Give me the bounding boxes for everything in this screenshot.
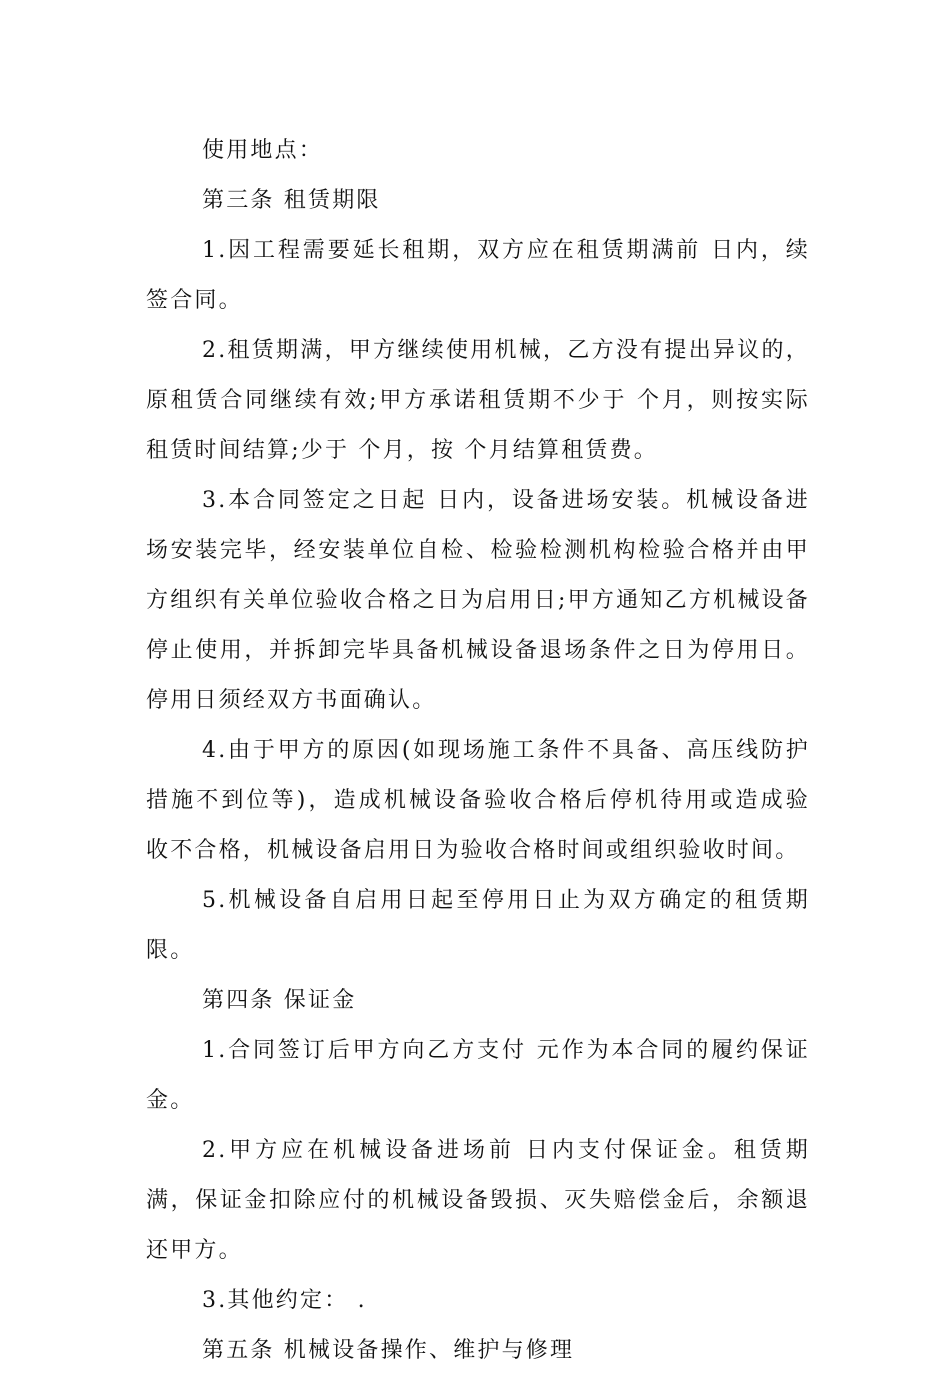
article-3-heading: 第三条 租赁期限 <box>202 188 381 213</box>
article-3-clause-1: 1.因工程需要延长租期，双方应在租赁期满前 日内，续签合同。 <box>146 238 810 313</box>
article-3-clause-5: 5.机械设备自启用日起至停用日止为双方确定的租赁期限。 <box>146 888 810 963</box>
article-3-clause-3: 3.本合同签定之日起 日内，设备进场安装。机械设备进场安装完毕，经安装单位自检、检验检测机构检验合格并由甲方组织有关单位验收合格之日为启用日;甲方通知乙方机械设备停止使用，并拆卸完毕具备机械设备退场条件之日为停用日。停用日须经双方书面确认。 <box>146 488 810 713</box>
article-3-clause-4: 4.由于甲方的原因(如现场施工条件不具备、高压线防护措施不到位等)，造成机械设备验收合格后停机待用或造成验收不合格，机械设备启用日为验收合格时间或组织验收时间。 <box>146 738 810 863</box>
article-5-heading: 第五条 机械设备操作、维护与修理 <box>202 1338 575 1363</box>
article-4-heading: 第四条 保证金 <box>202 988 357 1013</box>
article-4-clause-3: 3.其他约定： . <box>202 1288 367 1313</box>
article-4-clause-1: 1.合同签订后甲方向乙方支付 元作为本合同的履约保证金。 <box>146 1038 810 1113</box>
usage-location-line: 使用地点： <box>202 138 324 163</box>
document-body <box>146 126 810 1376</box>
article-4-clause-2: 2.甲方应在机械设备进场前 日内支付保证金。租赁期满，保证金扣除应付的机械设备毁损、灭失赔偿金后，余额退还甲方。 <box>146 1138 810 1263</box>
article-3-clause-2: 2.租赁期满，甲方继续使用机械，乙方没有提出异议的，原租赁合同继续有效;甲方承诺租赁期不少于 个月，则按实际租赁时间结算;少于 个月，按 个月结算租赁费。 <box>146 338 810 463</box>
